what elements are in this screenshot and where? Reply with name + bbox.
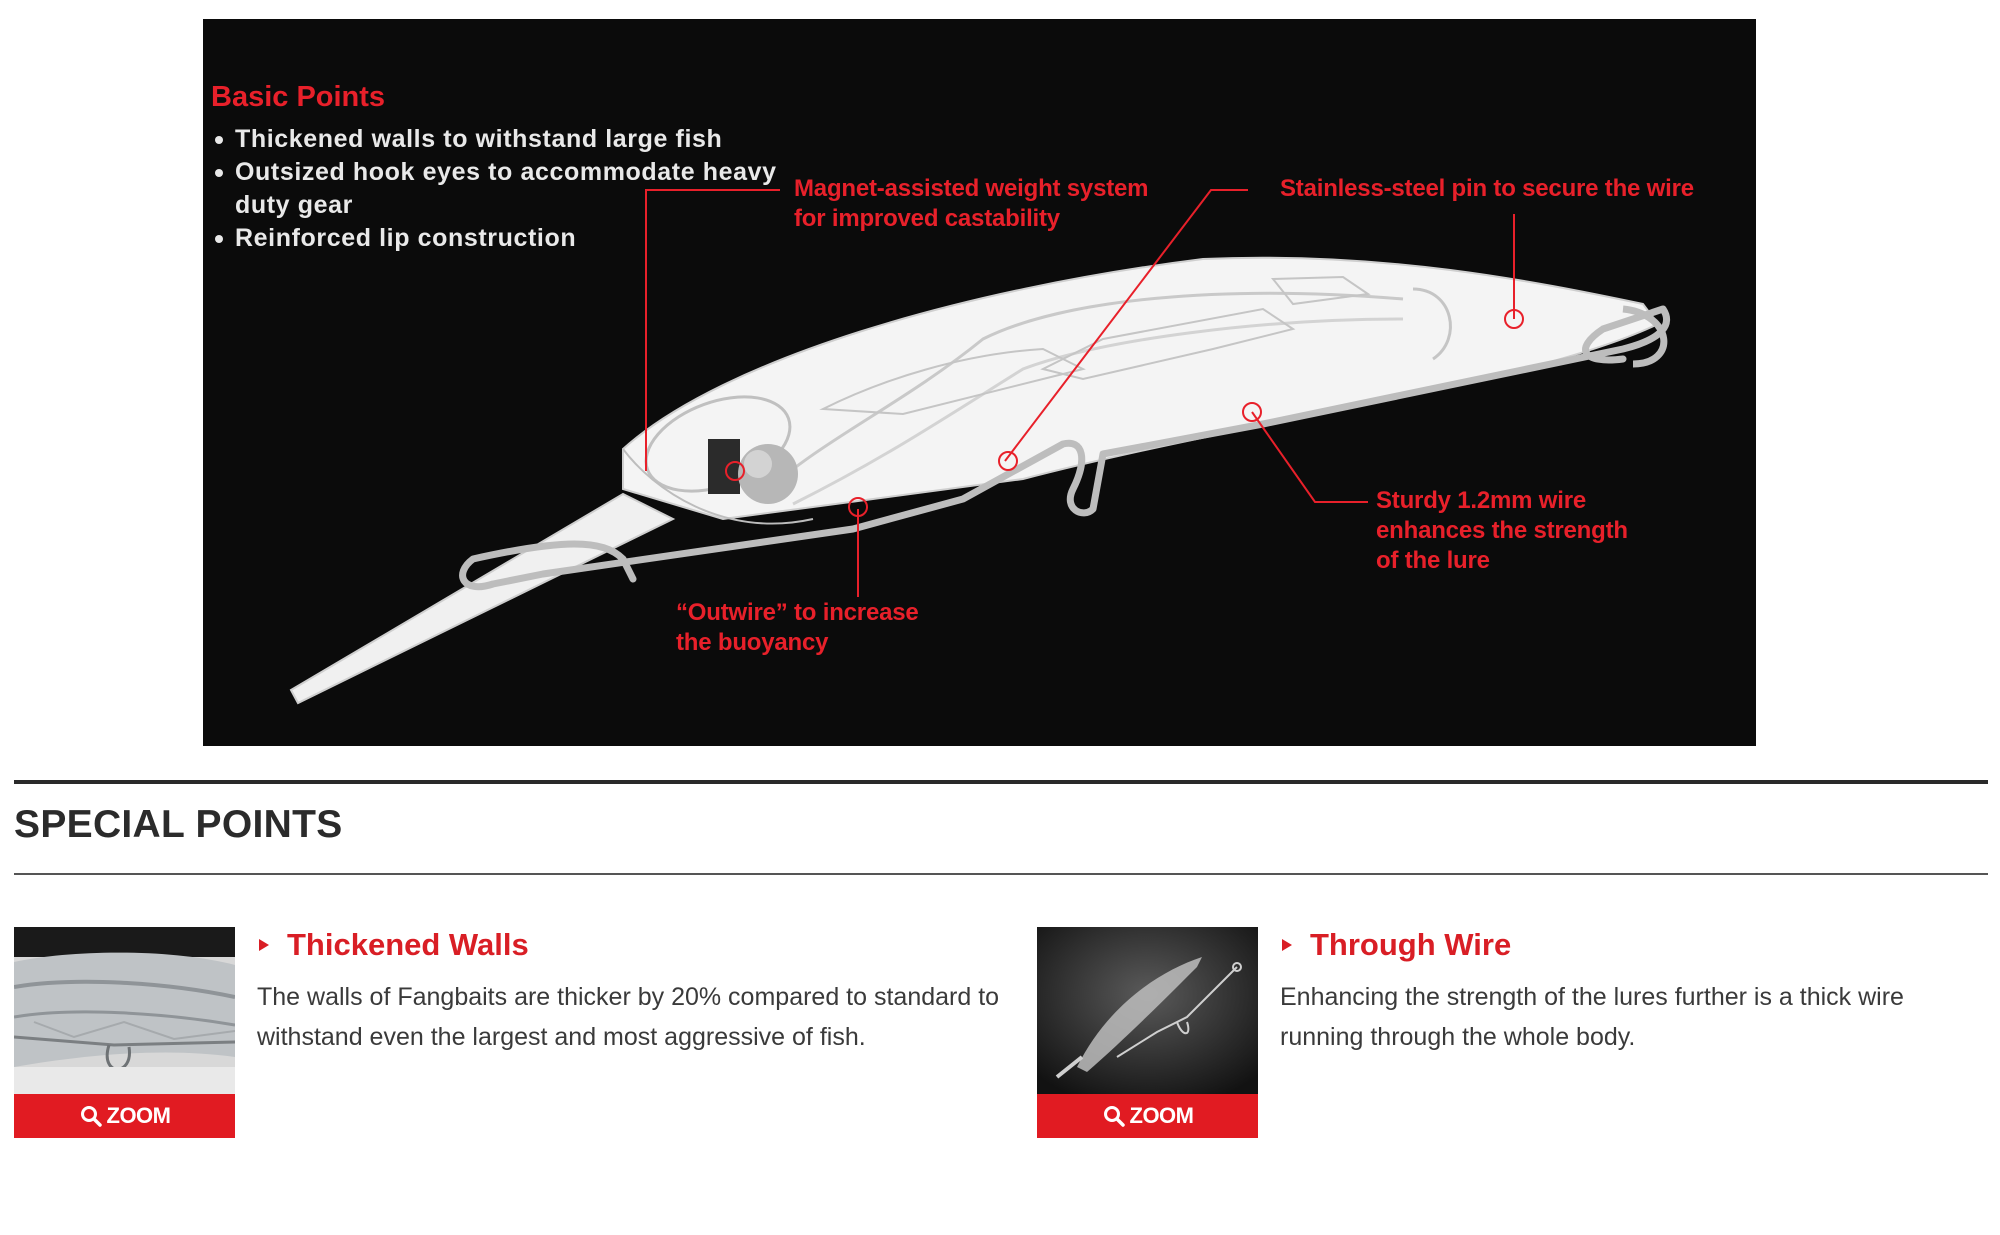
feature-title: Through Wire (1280, 927, 1511, 963)
zoom-magnifier-icon (1102, 1104, 1126, 1128)
callout-outwire: “Outwire” to increase the buoyancy (676, 599, 919, 656)
through-wire-image[interactable] (1037, 927, 1258, 1094)
basic-point-item: Outsized hook eyes to accommodate heavy duty gear (211, 156, 795, 222)
callout-magnet-weight: Magnet-assisted weight system for improved castability (794, 175, 1149, 232)
bullet-arrow-icon (259, 939, 269, 951)
zoom-button[interactable] (14, 1094, 235, 1138)
section-divider-bottom (14, 873, 1988, 875)
basic-points-title: Basic Points (211, 81, 386, 113)
section-divider-top (14, 780, 1988, 784)
feature-thumbnail[interactable] (1037, 927, 1258, 1138)
bullet-arrow-icon (1282, 939, 1292, 951)
feature-title: Thickened Walls (257, 927, 529, 963)
feature-thumbnail[interactable] (14, 927, 235, 1138)
basic-point-item: Reinforced lip construction (211, 222, 795, 255)
basic-points-list (211, 123, 795, 255)
feature-description: Enhancing the strength of the lures further is a thick wire running through the whole body. (1280, 983, 1904, 1051)
zoom-magnifier-icon (79, 1104, 103, 1128)
feature-description: The walls of Fangbaits are thicker by 20% compared to standard to withstand even the largest and most aggressive of fish. (257, 983, 1000, 1051)
lure-diagram (203, 19, 1756, 746)
zoom-label: ZOOM (1129, 1103, 1194, 1128)
callout-sturdy-wire: Sturdy 1.2mm wire enhances the strength of the lure (1376, 487, 1628, 574)
zoom-label: ZOOM (106, 1103, 171, 1128)
zoom-button[interactable] (1037, 1094, 1258, 1138)
section-title: SPECIAL POINTS (14, 803, 343, 846)
basic-point-item: Thickened walls to withstand large fish (211, 123, 795, 156)
callout-stainless-pin: Stainless-steel pin to secure the wire (1280, 175, 1694, 202)
thickened-walls-image[interactable] (14, 927, 235, 1094)
